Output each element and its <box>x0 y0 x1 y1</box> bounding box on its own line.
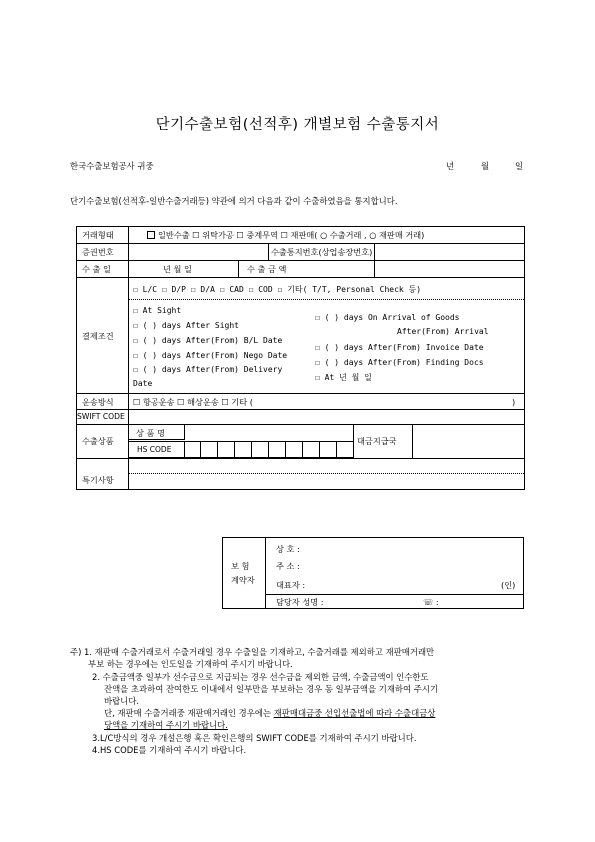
payment-terms-label: 결제조건 <box>82 331 114 341</box>
company-name-label: 상 호 : <box>276 544 300 554</box>
payment-right-1: After(From) Arrival <box>397 327 489 336</box>
insured-label-line2: 계약자 <box>231 575 255 585</box>
sec-no-label: 증권번호 <box>82 247 114 257</box>
goods-name-label: 상 품 명 <box>136 428 165 438</box>
phone-label: ☏ : <box>423 597 439 607</box>
payment-left-3[interactable]: ☐ ( ) days After(From) Nego Date <box>133 351 288 360</box>
address-label: 주 소 : <box>276 561 300 571</box>
payment-right-4[interactable]: ☐ At 년 월 일 <box>315 373 372 382</box>
note-2-cont-1: 잔액을 초과하여 잔여한도 이내에서 일부만을 부보하는 경우 동 일부금액을 기재하여 주시기 <box>104 684 439 694</box>
seal-label: (인) <box>501 580 516 590</box>
note-2-cont-2: 바랍니다. <box>104 696 140 706</box>
payer-country-label: 대금지급국 <box>357 436 397 446</box>
payment-right-0[interactable]: ☐ ( ) days On Arrival of Goods <box>315 313 460 322</box>
note-2-proviso: 단, 재판매 수출거래중 재판매거래인 경우에는 재판매대금중 선입선출법에 따라 수출대금상 <box>104 708 436 718</box>
payment-left-5: Date <box>133 379 153 388</box>
transport-label: 운송방식 <box>82 397 114 407</box>
note-2: 2. 수출금액중 일부가 선수금으로 지급되는 경우 선수금을 제외한 금액, 수출금액이 인수한도 <box>92 672 429 682</box>
export-notice-no-label: 수출통지번호(상업송장번호) <box>271 247 373 257</box>
note-4: 4.HS CODE를 기재하여 주시기 바랍니다. <box>92 745 247 755</box>
date-month-label: 월 <box>481 161 490 171</box>
contact-person-label: 담당자 성명 : <box>276 597 324 607</box>
date-day-label: 일 <box>515 161 524 171</box>
special-notes-label: 특기사항 <box>82 475 114 485</box>
payment-left-1[interactable]: ☐ ( ) days After Sight <box>133 321 239 330</box>
note-1: 주) 1. 재판매 수출거래로서 수출거래일 경우 수출일을 기재하고, 수출거래를 제외하고 재판매거래만 <box>70 647 435 657</box>
payment-left-2[interactable]: ☐ ( ) days After(From) B/L Date <box>133 336 283 345</box>
intro-statement: 단기수출보험(선적후-일반수출거래등) 약관에 의거 다음과 같이 수출하였음을 통지합니다. <box>70 196 398 206</box>
note-1-cont: 부보 하는 경우에는 인도일을 기재하여 주시기 바랍니다. <box>88 659 293 669</box>
transport-close-paren: ) <box>512 397 516 407</box>
insured-label-line1: 보 험 <box>231 561 250 571</box>
swift-code-label: SWIFT CODE <box>77 412 125 421</box>
note-2-proviso-cont: 당액을 기재하여 주시기 바랍니다. <box>104 720 228 730</box>
document-title: 단기수출보험(선적후) 개별보험 수출통지서 <box>155 117 440 133</box>
trade-type-label: 거래형태 <box>82 230 114 240</box>
payment-right-2[interactable]: ☐ ( ) days After(From) Invoice Date <box>315 343 484 352</box>
payment-right-3[interactable]: ☐ ( ) days After(From) Finding Docs <box>315 358 484 367</box>
payment-left-4[interactable]: ☐ ( ) days After(From) Delivery <box>133 365 283 374</box>
transport-options[interactable]: ☐ 항공운송 ☐ 해상운송 ☐ 기타 ( <box>133 397 253 407</box>
representative-label: 대표자 : <box>276 580 306 590</box>
addressee: 한국수출보험공사 귀중 <box>70 161 154 171</box>
date-year-label: 년 <box>446 161 455 171</box>
export-amount-label: 수 출 금 액 <box>247 264 287 274</box>
hs-code-label: HS CODE <box>137 445 172 454</box>
trade-type-options[interactable]: 일반수출 ☐ 위탁가공 ☐ 중계무역 ☐ 재판매( ○ 수출거래 , ○ 재판매 거래) <box>147 231 424 239</box>
export-goods-label: 수출상품 <box>82 436 114 446</box>
export-date-units: 년 월 일 <box>163 264 192 274</box>
payment-left-0[interactable]: ☐ At Sight <box>133 306 182 315</box>
export-date-label: 수 출 일 <box>82 264 111 274</box>
payment-methods[interactable]: ☐ L/C ☐ D/P ☐ D/A ☐ CAD ☐ COD ☐ 기타( T/T, Personal Check 등) <box>133 285 422 294</box>
checkbox-icon[interactable] <box>147 231 155 239</box>
note-3: 3.L/C방식의 경우 개설은행 혹은 확인은행의 SWIFT CODE를 기재하여 주시기 바랍니다. <box>92 733 417 743</box>
